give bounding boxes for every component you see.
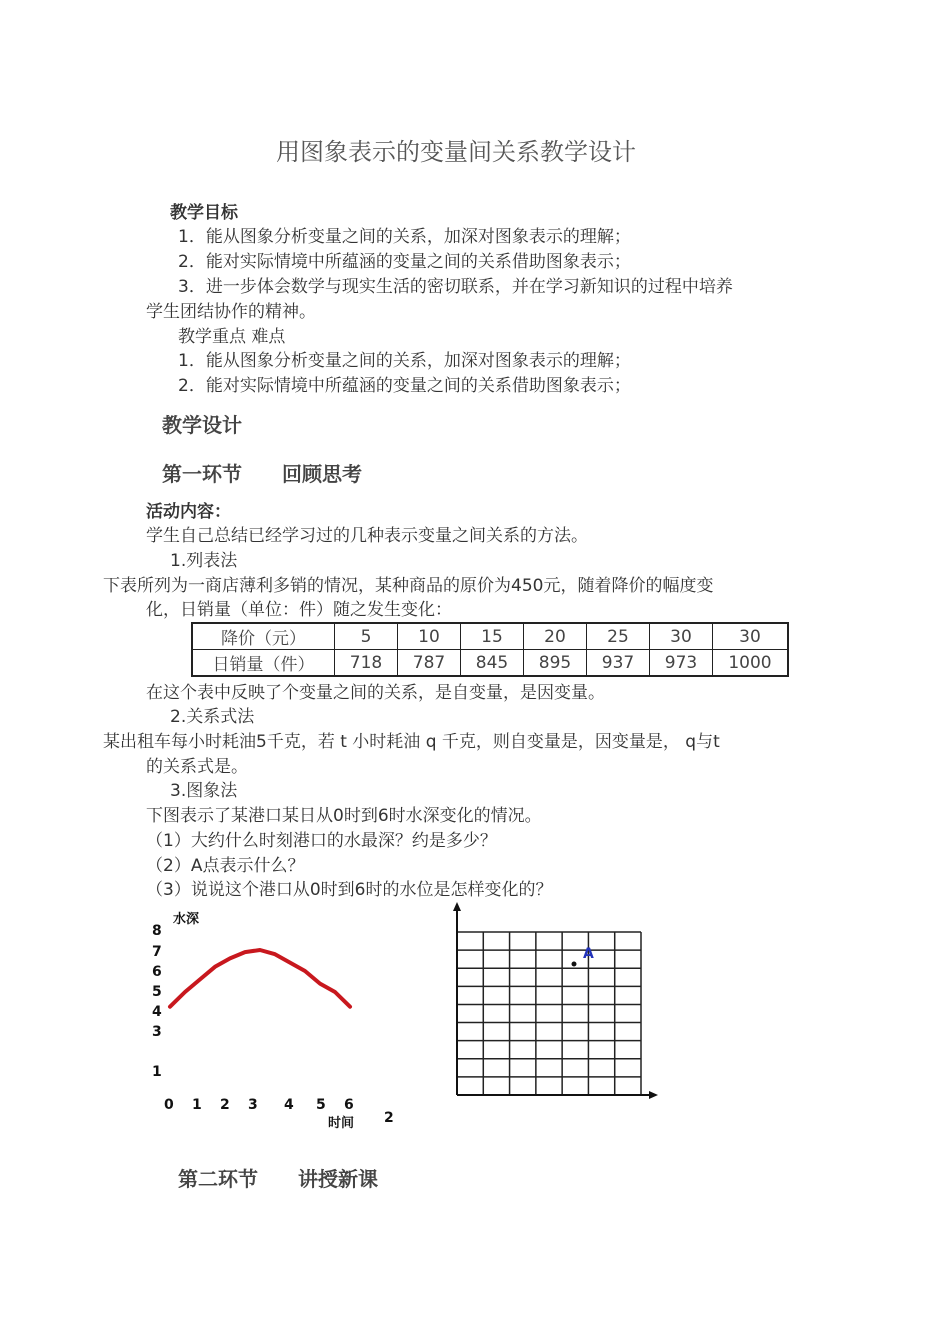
table-intro: 下表所列为一商店薄利多销的情况，某种商品的原价为450元，随着降价的幅度变 (103, 576, 714, 596)
focus-item: 1．能从图象分析变量之间的关系，加深对图象表示的理解； (178, 351, 631, 371)
water-depth-chart (140, 905, 420, 1135)
question: （2）A点表示什么？ (146, 856, 305, 876)
x-axis-label: 时间 (328, 1116, 355, 1131)
goal-item: 2．能对实际情境中所蕴涵的变量之间的关系借助图象表示； (178, 252, 631, 272)
x-axis-arrow-icon (649, 1091, 658, 1099)
focus-item: 2．能对实际情境中所蕴涵的变量之间的关系借助图象表示； (178, 376, 631, 396)
table-cell: 937 (587, 650, 650, 677)
stray-label: 2 (384, 1110, 394, 1126)
point-a (572, 962, 577, 967)
table-cell: 10 (398, 623, 461, 650)
x-tick-label: 2 (220, 1097, 230, 1113)
point-a-label: A (583, 946, 594, 962)
y-tick-label: 6 (152, 964, 162, 980)
goals-heading: 教学目标 (170, 203, 238, 223)
table-cell: 15 (461, 623, 524, 650)
formula-text-continued: 的关系式是。 (146, 757, 248, 777)
table-cell: 降价（元） (192, 623, 335, 650)
x-tick-label: 6 (344, 1097, 354, 1113)
formula-text: 某出租车每小时耗油5千克，若 t 小时耗油 q 千克，则自变量是，因变量是， q与t (103, 732, 720, 752)
x-tick-label: 3 (248, 1097, 258, 1113)
table-cell: 30 (650, 623, 713, 650)
table-cell: 973 (650, 650, 713, 677)
table-cell: 20 (524, 623, 587, 650)
design-heading: 教学设计 (162, 413, 242, 437)
question: （1）大约什么时刻港口的水最深？约是多少？ (146, 831, 497, 851)
y-axis-label: 水深 (173, 912, 200, 927)
table-cell: 5 (335, 623, 398, 650)
grid-chart (440, 900, 670, 1105)
method-heading: 1.列表法 (170, 551, 238, 571)
table-row (192, 623, 788, 650)
focus-heading: 教学重点 难点 (178, 327, 286, 347)
activity-text: 学生自己总结已经学习过的几种表示变量之间关系的方法。 (146, 526, 588, 546)
graph-intro: 下图表示了某港口某日从0时到6时水深变化的情况。 (146, 806, 542, 826)
y-tick-label: 7 (152, 944, 162, 960)
table-cell: 718 (335, 650, 398, 677)
table-cell: 25 (587, 623, 650, 650)
method-heading: 2.关系式法 (170, 707, 255, 727)
table-cell: 日销量（件） (192, 650, 335, 677)
y-axis-arrow-icon (453, 902, 461, 911)
table-cell: 787 (398, 650, 461, 677)
goal-item: 1．能从图象分析变量之间的关系，加深对图象表示的理解； (178, 227, 631, 247)
y-tick-label: 5 (152, 984, 162, 1000)
y-tick-label: 3 (152, 1024, 162, 1040)
table-cell: 1000 (713, 650, 789, 677)
price-sales-table (191, 622, 789, 677)
table-row (192, 650, 788, 677)
question: （3）说说这个港口从0时到6时的水位是怎样变化的？ (146, 880, 553, 900)
table-cell: 895 (524, 650, 587, 677)
goal-item-continued: 学生团结协作的精神。 (146, 302, 316, 322)
goal-item: 3．进一步体会数学与现实生活的密切联系，并在学习新知识的过程中培养 (178, 277, 733, 297)
y-tick-label: 1 (152, 1064, 162, 1080)
x-tick-label: 0 (164, 1097, 174, 1113)
x-tick-label: 4 (284, 1097, 294, 1113)
section-heading: 第一环节 回顾思考 (162, 462, 362, 486)
table-cell: 845 (461, 650, 524, 677)
table-intro-continued: 化，日销量（单位：件）随之发生变化： (146, 600, 452, 620)
method-heading: 3.图象法 (170, 781, 238, 801)
table-note: 在这个表中反映了个变量之间的关系，是自变量，是因变量。 (146, 683, 605, 703)
page-title: 用图象表示的变量间关系教学设计 (276, 138, 636, 166)
depth-curve (170, 950, 350, 1007)
x-tick-label: 5 (316, 1097, 326, 1113)
table-cell: 30 (713, 623, 789, 650)
x-tick-label: 1 (192, 1097, 202, 1113)
activity-label: 活动内容： (146, 502, 231, 522)
y-tick-label: 8 (152, 923, 162, 939)
y-tick-label: 4 (152, 1004, 162, 1020)
section-heading: 第二环节 讲授新课 (178, 1167, 378, 1191)
